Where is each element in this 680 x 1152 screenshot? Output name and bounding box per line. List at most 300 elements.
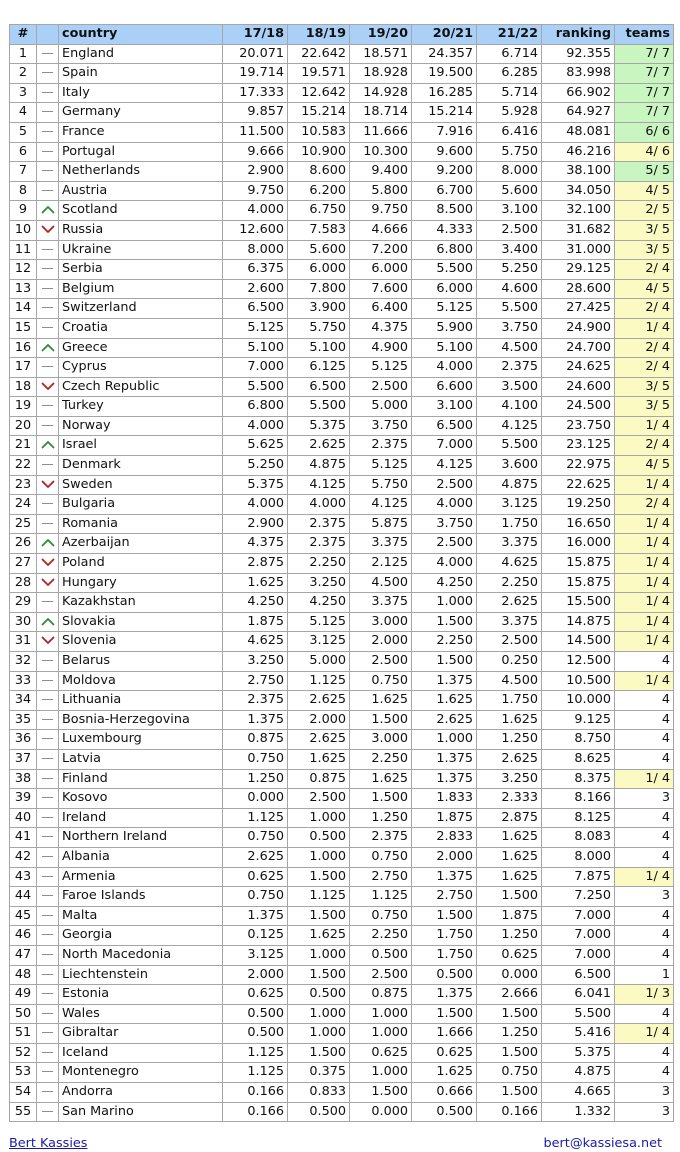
teams-cell: 4 xyxy=(615,926,674,946)
country-cell[interactable]: Spain xyxy=(59,64,223,84)
season-19-20-cell: 5.125 xyxy=(350,358,412,378)
season-17-18-cell: 0.750 xyxy=(223,828,288,848)
season-18-19-cell: 5.375 xyxy=(288,416,350,436)
season-20-21-cell: 1.500 xyxy=(412,1004,477,1024)
season-20-21-cell: 1.750 xyxy=(412,926,477,946)
season-21-22-cell: 2.500 xyxy=(477,632,542,652)
season-18-19-cell: 8.600 xyxy=(288,162,350,182)
header-rank[interactable]: # xyxy=(10,25,37,45)
country-cell[interactable]: Germany xyxy=(59,103,223,123)
teams-cell: 4/ 5 xyxy=(615,279,674,299)
teams-cell: 4/ 5 xyxy=(615,456,674,476)
country-cell[interactable]: Czech Republic xyxy=(59,377,223,397)
trend-cell xyxy=(37,240,59,260)
season-20-21-cell: 16.285 xyxy=(412,83,477,103)
teams-cell: 1/ 4 xyxy=(615,554,674,574)
trend-cell xyxy=(37,475,59,495)
season-19-20-cell: 0.750 xyxy=(350,671,412,691)
trend-cell xyxy=(37,318,59,338)
country-cell[interactable]: Lithuania xyxy=(59,691,223,711)
country-cell[interactable]: France xyxy=(59,122,223,142)
teams-cell: 4 xyxy=(615,1043,674,1063)
ranking-cell: 83.998 xyxy=(542,64,615,84)
header-season-21-22[interactable]: 21/22 xyxy=(477,25,542,45)
rank-cell: 17 xyxy=(10,358,37,378)
trend-flat-icon xyxy=(42,327,53,328)
season-21-22-cell: 2.625 xyxy=(477,593,542,613)
season-21-22-cell: 8.000 xyxy=(477,162,542,182)
season-21-22-cell: 4.125 xyxy=(477,416,542,436)
season-19-20-cell: 1.000 xyxy=(350,1004,412,1024)
country-cell[interactable]: Armenia xyxy=(59,867,223,887)
season-20-21-cell: 5.500 xyxy=(412,260,477,280)
trend-flat-icon xyxy=(42,601,53,602)
season-19-20-cell: 1.000 xyxy=(350,1063,412,1083)
season-17-18-cell: 9.666 xyxy=(223,142,288,162)
season-20-21-cell: 1.500 xyxy=(412,652,477,672)
table-row xyxy=(10,808,674,828)
rank-cell: 15 xyxy=(10,318,37,338)
country-cell[interactable]: Belgium xyxy=(59,279,223,299)
season-21-22-cell: 4.100 xyxy=(477,397,542,417)
season-18-19-cell: 5.100 xyxy=(288,338,350,358)
teams-cell: 3 xyxy=(615,1102,674,1122)
season-19-20-cell: 14.928 xyxy=(350,83,412,103)
season-20-21-cell: 1.625 xyxy=(412,1063,477,1083)
table-row xyxy=(10,260,674,280)
country-cell[interactable]: Greece xyxy=(59,338,223,358)
trend-flat-icon xyxy=(42,503,53,504)
teams-cell: 1/ 4 xyxy=(615,573,674,593)
season-19-20-cell: 1.000 xyxy=(350,1024,412,1044)
teams-cell: 4 xyxy=(615,730,674,750)
trend-cell xyxy=(37,201,59,221)
season-18-19-cell: 4.875 xyxy=(288,456,350,476)
country-cell[interactable]: Luxembourg xyxy=(59,730,223,750)
season-21-22-cell: 2.500 xyxy=(477,220,542,240)
trend-cell xyxy=(37,1004,59,1024)
teams-cell: 1/ 4 xyxy=(615,416,674,436)
country-cell[interactable]: Hungary xyxy=(59,573,223,593)
season-17-18-cell: 2.875 xyxy=(223,554,288,574)
season-20-21-cell: 9.200 xyxy=(412,162,477,182)
rank-cell: 32 xyxy=(10,652,37,672)
season-18-19-cell: 1.000 xyxy=(288,945,350,965)
season-21-22-cell: 3.100 xyxy=(477,201,542,221)
rank-cell: 8 xyxy=(10,181,37,201)
rank-cell: 4 xyxy=(10,103,37,123)
country-cell[interactable]: Estonia xyxy=(59,985,223,1005)
ranking-cell: 8.125 xyxy=(542,808,615,828)
rank-cell: 55 xyxy=(10,1102,37,1122)
season-17-18-cell: 7.000 xyxy=(223,358,288,378)
season-18-19-cell: 2.250 xyxy=(288,554,350,574)
teams-cell: 4 xyxy=(615,1063,674,1083)
season-19-20-cell: 18.571 xyxy=(350,44,412,64)
trend-down-icon xyxy=(41,558,55,567)
table-row xyxy=(10,612,674,632)
season-18-19-cell: 15.214 xyxy=(288,103,350,123)
country-cell[interactable]: Montenegro xyxy=(59,1063,223,1083)
trend-flat-icon xyxy=(42,778,53,779)
country-cell[interactable]: Faroe Islands xyxy=(59,887,223,907)
trend-cell xyxy=(37,985,59,1005)
ranking-cell: 22.625 xyxy=(542,475,615,495)
trend-cell xyxy=(37,299,59,319)
season-18-19-cell: 2.625 xyxy=(288,730,350,750)
country-cell[interactable]: Kazakhstan xyxy=(59,593,223,613)
season-21-22-cell: 1.500 xyxy=(477,1043,542,1063)
header-season-18-19[interactable]: 18/19 xyxy=(288,25,350,45)
trend-cell xyxy=(37,495,59,515)
country-cell[interactable]: Poland xyxy=(59,554,223,574)
rank-cell: 47 xyxy=(10,945,37,965)
trend-cell xyxy=(37,749,59,769)
country-cell[interactable]: Israel xyxy=(59,436,223,456)
trend-cell xyxy=(37,260,59,280)
season-21-22-cell: 5.500 xyxy=(477,436,542,456)
teams-cell: 3/ 5 xyxy=(615,377,674,397)
season-18-19-cell: 12.642 xyxy=(288,83,350,103)
country-cell[interactable]: Bulgaria xyxy=(59,495,223,515)
season-20-21-cell: 2.500 xyxy=(412,475,477,495)
country-cell[interactable]: Norway xyxy=(59,416,223,436)
season-17-18-cell: 4.000 xyxy=(223,416,288,436)
ranking-cell: 29.125 xyxy=(542,260,615,280)
season-19-20-cell: 10.300 xyxy=(350,142,412,162)
season-18-19-cell: 6.500 xyxy=(288,377,350,397)
season-21-22-cell: 0.250 xyxy=(477,652,542,672)
table-row xyxy=(10,945,674,965)
season-18-19-cell: 10.583 xyxy=(288,122,350,142)
ranking-cell: 38.100 xyxy=(542,162,615,182)
trend-flat-icon xyxy=(42,934,53,935)
trend-flat-icon xyxy=(42,915,53,916)
country-cell[interactable]: Georgia xyxy=(59,926,223,946)
country-cell[interactable]: Wales xyxy=(59,1004,223,1024)
season-18-19-cell: 2.625 xyxy=(288,691,350,711)
season-19-20-cell: 2.500 xyxy=(350,965,412,985)
teams-cell: 2/ 4 xyxy=(615,495,674,515)
teams-cell: 2/ 4 xyxy=(615,338,674,358)
country-cell[interactable]: Sweden xyxy=(59,475,223,495)
trend-flat-icon xyxy=(42,993,53,994)
country-cell[interactable]: Liechtenstein xyxy=(59,965,223,985)
season-21-22-cell: 1.500 xyxy=(477,887,542,907)
country-cell[interactable]: Denmark xyxy=(59,456,223,476)
country-cell[interactable]: Gibraltar xyxy=(59,1024,223,1044)
trend-flat-icon xyxy=(42,190,53,191)
country-cell[interactable]: Switzerland xyxy=(59,299,223,319)
trend-flat-icon xyxy=(42,699,53,700)
season-20-21-cell: 4.250 xyxy=(412,573,477,593)
table-row xyxy=(10,887,674,907)
teams-cell: 3/ 5 xyxy=(615,220,674,240)
rank-cell: 26 xyxy=(10,534,37,554)
season-19-20-cell: 4.125 xyxy=(350,495,412,515)
ranking-cell: 1.332 xyxy=(542,1102,615,1122)
ranking-cell: 8.750 xyxy=(542,730,615,750)
trend-cell xyxy=(37,710,59,730)
author-link[interactable]: Bert Kassies xyxy=(9,1136,88,1151)
ranking-cell: 46.216 xyxy=(542,142,615,162)
ranking-cell: 5.416 xyxy=(542,1024,615,1044)
season-20-21-cell: 0.625 xyxy=(412,1043,477,1063)
season-17-18-cell: 1.625 xyxy=(223,573,288,593)
ranking-cell: 4.875 xyxy=(542,1063,615,1083)
country-cell[interactable]: Ukraine xyxy=(59,240,223,260)
season-18-19-cell: 1.000 xyxy=(288,1004,350,1024)
country-cell[interactable]: Finland xyxy=(59,769,223,789)
country-cell[interactable]: Azerbaijan xyxy=(59,534,223,554)
season-18-19-cell: 1.125 xyxy=(288,887,350,907)
trend-flat-icon xyxy=(42,836,53,837)
rank-cell: 41 xyxy=(10,828,37,848)
country-cell[interactable]: Slovenia xyxy=(59,632,223,652)
trend-down-icon xyxy=(41,636,55,645)
teams-cell: 7/ 7 xyxy=(615,64,674,84)
season-17-18-cell: 12.600 xyxy=(223,220,288,240)
season-17-18-cell: 0.166 xyxy=(223,1083,288,1103)
rank-cell: 53 xyxy=(10,1063,37,1083)
ranking-cell: 5.375 xyxy=(542,1043,615,1063)
season-18-19-cell: 7.583 xyxy=(288,220,350,240)
rank-cell: 27 xyxy=(10,554,37,574)
teams-cell: 3/ 5 xyxy=(615,240,674,260)
season-19-20-cell: 7.200 xyxy=(350,240,412,260)
country-cell[interactable]: Austria xyxy=(59,181,223,201)
season-17-18-cell: 0.500 xyxy=(223,1024,288,1044)
rank-cell: 51 xyxy=(10,1024,37,1044)
season-20-21-cell: 4.333 xyxy=(412,220,477,240)
table-row xyxy=(10,142,674,162)
country-cell[interactable]: Italy xyxy=(59,83,223,103)
rank-cell: 39 xyxy=(10,789,37,809)
header-row xyxy=(10,25,674,45)
trend-flat-icon xyxy=(42,719,53,720)
country-cell[interactable]: Slovakia xyxy=(59,612,223,632)
season-18-19-cell: 1.625 xyxy=(288,926,350,946)
season-17-18-cell: 0.875 xyxy=(223,730,288,750)
trend-cell xyxy=(37,1102,59,1122)
season-18-19-cell: 4.125 xyxy=(288,475,350,495)
rank-cell: 50 xyxy=(10,1004,37,1024)
season-18-19-cell: 1.000 xyxy=(288,808,350,828)
ranking-cell: 16.650 xyxy=(542,514,615,534)
season-20-21-cell: 4.000 xyxy=(412,495,477,515)
rank-cell: 24 xyxy=(10,495,37,515)
country-cell[interactable]: Cyprus xyxy=(59,358,223,378)
season-18-19-cell: 1.500 xyxy=(288,1043,350,1063)
country-cell[interactable]: Scotland xyxy=(59,201,223,221)
country-cell[interactable]: Bosnia-Herzegovina xyxy=(59,710,223,730)
table-row xyxy=(10,573,674,593)
season-17-18-cell: 11.500 xyxy=(223,122,288,142)
header-country[interactable]: country xyxy=(59,25,223,45)
trend-cell xyxy=(37,1043,59,1063)
trend-flat-icon xyxy=(42,758,53,759)
country-cell[interactable]: Croatia xyxy=(59,318,223,338)
trend-flat-icon xyxy=(42,974,53,975)
country-cell[interactable]: San Marino xyxy=(59,1102,223,1122)
country-cell[interactable]: Romania xyxy=(59,514,223,534)
season-20-21-cell: 6.600 xyxy=(412,377,477,397)
season-21-22-cell: 3.125 xyxy=(477,495,542,515)
season-19-20-cell: 2.250 xyxy=(350,926,412,946)
season-19-20-cell: 1.500 xyxy=(350,1083,412,1103)
season-19-20-cell: 2.500 xyxy=(350,652,412,672)
header-teams[interactable]: teams xyxy=(615,25,674,45)
season-19-20-cell: 9.400 xyxy=(350,162,412,182)
country-cell[interactable]: Portugal xyxy=(59,142,223,162)
table-row xyxy=(10,1024,674,1044)
season-17-18-cell: 1.125 xyxy=(223,1043,288,1063)
season-19-20-cell: 3.000 xyxy=(350,612,412,632)
season-20-21-cell: 1.375 xyxy=(412,867,477,887)
trend-up-icon xyxy=(41,343,55,352)
country-cell[interactable]: Latvia xyxy=(59,749,223,769)
season-18-19-cell: 2.500 xyxy=(288,789,350,809)
season-20-21-cell: 1.666 xyxy=(412,1024,477,1044)
season-19-20-cell: 0.750 xyxy=(350,847,412,867)
season-17-18-cell: 2.900 xyxy=(223,162,288,182)
table-row xyxy=(10,710,674,730)
trend-cell xyxy=(37,162,59,182)
ranking-cell: 4.665 xyxy=(542,1083,615,1103)
rank-cell: 48 xyxy=(10,965,37,985)
country-cell[interactable]: Netherlands xyxy=(59,162,223,182)
country-cell[interactable]: Turkey xyxy=(59,397,223,417)
rank-cell: 23 xyxy=(10,475,37,495)
season-20-21-cell: 4.000 xyxy=(412,554,477,574)
season-19-20-cell: 5.750 xyxy=(350,475,412,495)
season-19-20-cell: 2.250 xyxy=(350,749,412,769)
ranking-cell: 7.000 xyxy=(542,906,615,926)
season-19-20-cell: 0.625 xyxy=(350,1043,412,1063)
season-21-22-cell: 4.500 xyxy=(477,671,542,691)
header-ranking[interactable]: ranking xyxy=(542,25,615,45)
ranking-cell: 19.250 xyxy=(542,495,615,515)
season-17-18-cell: 5.100 xyxy=(223,338,288,358)
teams-cell: 7/ 7 xyxy=(615,83,674,103)
season-17-18-cell: 5.125 xyxy=(223,318,288,338)
ranking-cell: 31.682 xyxy=(542,220,615,240)
country-cell[interactable]: Iceland xyxy=(59,1043,223,1063)
season-20-21-cell: 8.500 xyxy=(412,201,477,221)
author-email[interactable]: bert@kassiesa.net xyxy=(543,1136,662,1151)
country-cell[interactable]: Moldova xyxy=(59,671,223,691)
rank-cell: 30 xyxy=(10,612,37,632)
country-cell[interactable]: Ireland xyxy=(59,808,223,828)
trend-cell xyxy=(37,612,59,632)
season-20-21-cell: 0.500 xyxy=(412,965,477,985)
season-17-18-cell: 2.900 xyxy=(223,514,288,534)
season-21-22-cell: 2.666 xyxy=(477,985,542,1005)
trend-cell xyxy=(37,456,59,476)
trend-flat-icon xyxy=(42,249,53,250)
season-20-21-cell: 5.900 xyxy=(412,318,477,338)
trend-flat-icon xyxy=(42,954,53,955)
ranking-cell: 8.625 xyxy=(542,749,615,769)
country-cell[interactable]: North Macedonia xyxy=(59,945,223,965)
season-19-20-cell: 3.750 xyxy=(350,416,412,436)
season-17-18-cell: 17.333 xyxy=(223,83,288,103)
season-20-21-cell: 1.833 xyxy=(412,789,477,809)
season-20-21-cell: 0.500 xyxy=(412,1102,477,1122)
trend-flat-icon xyxy=(42,1091,53,1092)
teams-cell: 1/ 4 xyxy=(615,1024,674,1044)
table-row xyxy=(10,475,674,495)
season-21-22-cell: 3.375 xyxy=(477,534,542,554)
ranking-cell: 8.375 xyxy=(542,769,615,789)
trend-flat-icon xyxy=(42,92,53,93)
season-21-22-cell: 2.250 xyxy=(477,573,542,593)
country-cell[interactable]: Northern Ireland xyxy=(59,828,223,848)
trend-cell xyxy=(37,64,59,84)
table-row xyxy=(10,377,674,397)
country-cell[interactable]: Russia xyxy=(59,220,223,240)
season-20-21-cell: 6.700 xyxy=(412,181,477,201)
trend-cell xyxy=(37,828,59,848)
rank-cell: 25 xyxy=(10,514,37,534)
trend-flat-icon xyxy=(42,1071,53,1072)
season-18-19-cell: 0.500 xyxy=(288,1102,350,1122)
country-cell[interactable]: Albania xyxy=(59,847,223,867)
header-season-17-18[interactable]: 17/18 xyxy=(223,25,288,45)
season-19-20-cell: 5.800 xyxy=(350,181,412,201)
season-21-22-cell: 5.928 xyxy=(477,103,542,123)
season-21-22-cell: 6.416 xyxy=(477,122,542,142)
season-17-18-cell: 3.125 xyxy=(223,945,288,965)
country-cell[interactable]: Malta xyxy=(59,906,223,926)
header-season-20-21[interactable]: 20/21 xyxy=(412,25,477,45)
ranking-cell: 15.875 xyxy=(542,554,615,574)
season-19-20-cell: 0.500 xyxy=(350,945,412,965)
country-cell[interactable]: England xyxy=(59,44,223,64)
rank-cell: 12 xyxy=(10,260,37,280)
ranking-cell: 10.500 xyxy=(542,671,615,691)
teams-cell: 1/ 4 xyxy=(615,867,674,887)
season-17-18-cell: 4.250 xyxy=(223,593,288,613)
season-19-20-cell: 0.000 xyxy=(350,1102,412,1122)
season-18-19-cell: 0.375 xyxy=(288,1063,350,1083)
header-season-19-20[interactable]: 19/20 xyxy=(350,25,412,45)
country-cell[interactable]: Andorra xyxy=(59,1083,223,1103)
country-cell[interactable]: Kosovo xyxy=(59,789,223,809)
season-21-22-cell: 4.500 xyxy=(477,338,542,358)
teams-cell: 1/ 4 xyxy=(615,318,674,338)
rank-cell: 31 xyxy=(10,632,37,652)
season-21-22-cell: 1.500 xyxy=(477,1083,542,1103)
trend-cell xyxy=(37,44,59,64)
ranking-cell: 7.000 xyxy=(542,945,615,965)
rank-cell: 7 xyxy=(10,162,37,182)
table-row xyxy=(10,495,674,515)
table-row xyxy=(10,828,674,848)
table-row xyxy=(10,769,674,789)
country-cell[interactable]: Belarus xyxy=(59,652,223,672)
season-19-20-cell: 2.375 xyxy=(350,828,412,848)
season-21-22-cell: 5.750 xyxy=(477,142,542,162)
trend-cell xyxy=(37,338,59,358)
season-18-19-cell: 0.833 xyxy=(288,1083,350,1103)
ranking-cell: 32.100 xyxy=(542,201,615,221)
season-18-19-cell: 2.375 xyxy=(288,514,350,534)
country-cell[interactable]: Serbia xyxy=(59,260,223,280)
teams-cell: 1 xyxy=(615,965,674,985)
season-18-19-cell: 2.625 xyxy=(288,436,350,456)
season-17-18-cell: 6.375 xyxy=(223,260,288,280)
